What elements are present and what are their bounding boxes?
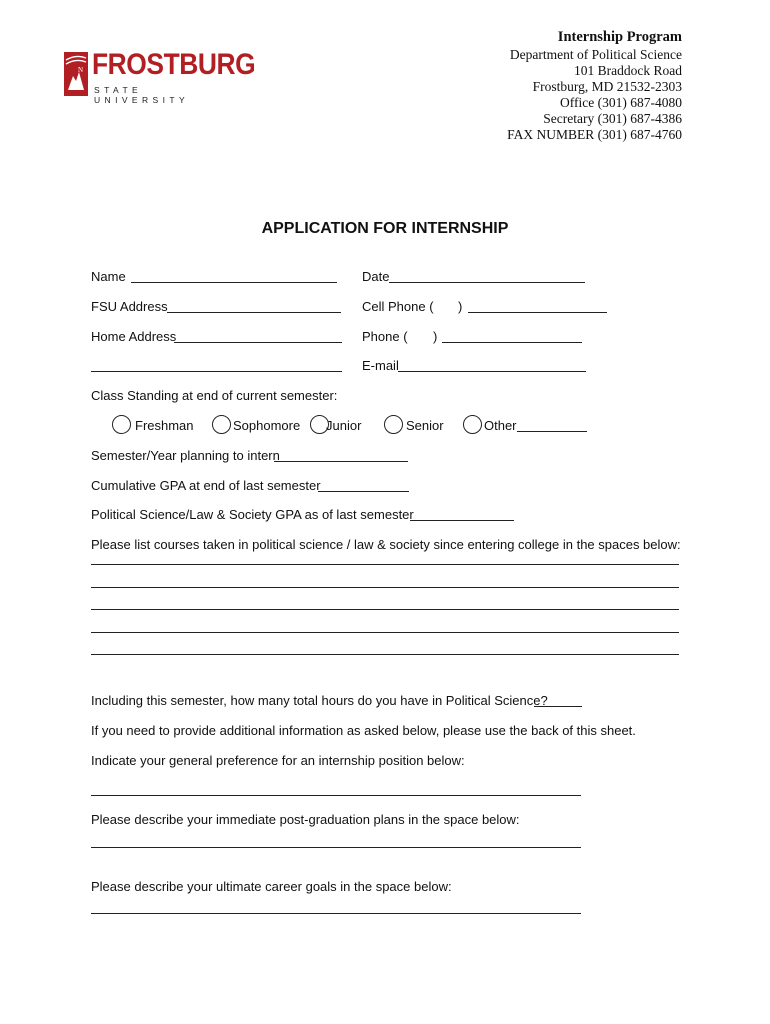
city-state-zip: Frostburg, MD 21532-2303 bbox=[532, 79, 682, 94]
courses-line-2[interactable] bbox=[91, 587, 679, 588]
cumulative-gpa-label: Cumulative GPA at end of last semester bbox=[91, 478, 321, 493]
fax-number: FAX NUMBER (301) 687-4760 bbox=[507, 127, 682, 142]
other-specify-field[interactable] bbox=[517, 431, 587, 432]
svg-text:N: N bbox=[78, 66, 84, 74]
junior-option-label: Junior bbox=[326, 418, 362, 433]
phone-field[interactable] bbox=[442, 342, 582, 343]
post-grad-label: Please describe your immediate post-graduation plans in the space below: bbox=[91, 812, 520, 827]
email-label: E-mail bbox=[362, 358, 399, 373]
fsu-address-field[interactable] bbox=[167, 312, 341, 313]
email-field[interactable] bbox=[398, 371, 586, 372]
cell-phone-field[interactable] bbox=[468, 312, 607, 313]
cell-phone-label: Cell Phone ( bbox=[362, 299, 434, 314]
career-goals-label: Please describe your ultimate career goals in the space below: bbox=[91, 879, 452, 894]
freshman-option-label: Freshman bbox=[135, 418, 194, 433]
additional-info-note: If you need to provide additional information as asked below, please use the back of this sheet. bbox=[91, 723, 636, 738]
home-address-field[interactable] bbox=[174, 342, 342, 343]
semester-year-field[interactable] bbox=[274, 461, 408, 462]
frostburg-logo-icon bbox=[64, 50, 88, 96]
class-standing-label: Class Standing at end of current semester: bbox=[91, 388, 338, 403]
courses-line-1[interactable] bbox=[91, 564, 679, 565]
other-option-label: Other bbox=[484, 418, 517, 433]
senior-option-label: Senior bbox=[406, 418, 444, 433]
name-label: Name bbox=[91, 269, 126, 284]
courses-line-5[interactable] bbox=[91, 654, 679, 655]
senior-radio[interactable] bbox=[384, 415, 403, 434]
sophomore-option-label: Sophomore bbox=[233, 418, 301, 433]
total-hours-label: Including this semester, how many total hours do you have in Political Science? bbox=[91, 693, 548, 708]
preference-label: Indicate your general preference for an internship position below: bbox=[91, 753, 465, 768]
sophomore-radio[interactable] bbox=[212, 415, 231, 434]
post-grad-field[interactable] bbox=[91, 847, 581, 848]
name-field[interactable] bbox=[131, 282, 337, 283]
street-address: 101 Braddock Road bbox=[574, 63, 682, 78]
phone-label: Phone ( bbox=[362, 329, 408, 344]
university-logo bbox=[64, 48, 256, 105]
department-name: Department of Political Science bbox=[509, 47, 682, 62]
courses-line-4[interactable] bbox=[91, 632, 679, 633]
preference-field[interactable] bbox=[91, 795, 581, 796]
program-title: Internship Program bbox=[557, 29, 682, 45]
cumulative-gpa-field[interactable] bbox=[318, 491, 409, 492]
other-radio[interactable] bbox=[463, 415, 482, 434]
courses-label: Please list courses taken in political science / law & society since entering college in the spaces below: bbox=[91, 537, 681, 552]
fsu-address-label: FSU Address bbox=[91, 299, 168, 314]
home-address-field-line-2[interactable] bbox=[91, 371, 342, 372]
polisci-gpa-field[interactable] bbox=[410, 520, 514, 521]
logo-subtitle: STATE UNIVERSITY bbox=[94, 85, 190, 105]
semester-year-label: Semester/Year planning to intern bbox=[91, 448, 280, 463]
career-goals-field[interactable] bbox=[91, 913, 581, 914]
freshman-radio[interactable] bbox=[112, 415, 131, 434]
cell-phone-paren-close: ) bbox=[458, 299, 463, 314]
date-field[interactable] bbox=[389, 282, 585, 283]
office-phone: Office (301) 687-4080 bbox=[560, 95, 682, 110]
polisci-gpa-label: Political Science/Law & Society GPA as of last semester bbox=[91, 507, 414, 522]
home-address-label: Home Address bbox=[91, 329, 177, 344]
date-label: Date bbox=[362, 269, 390, 284]
total-hours-field[interactable] bbox=[534, 706, 582, 707]
logo-wordmark: FROSTBURG bbox=[92, 48, 256, 81]
courses-line-3[interactable] bbox=[91, 609, 679, 610]
phone-paren-close: ) bbox=[433, 329, 438, 344]
secretary-phone: Secretary (301) 687-4386 bbox=[543, 111, 682, 126]
form-title: APPLICATION FOR INTERNSHIP bbox=[261, 220, 509, 237]
